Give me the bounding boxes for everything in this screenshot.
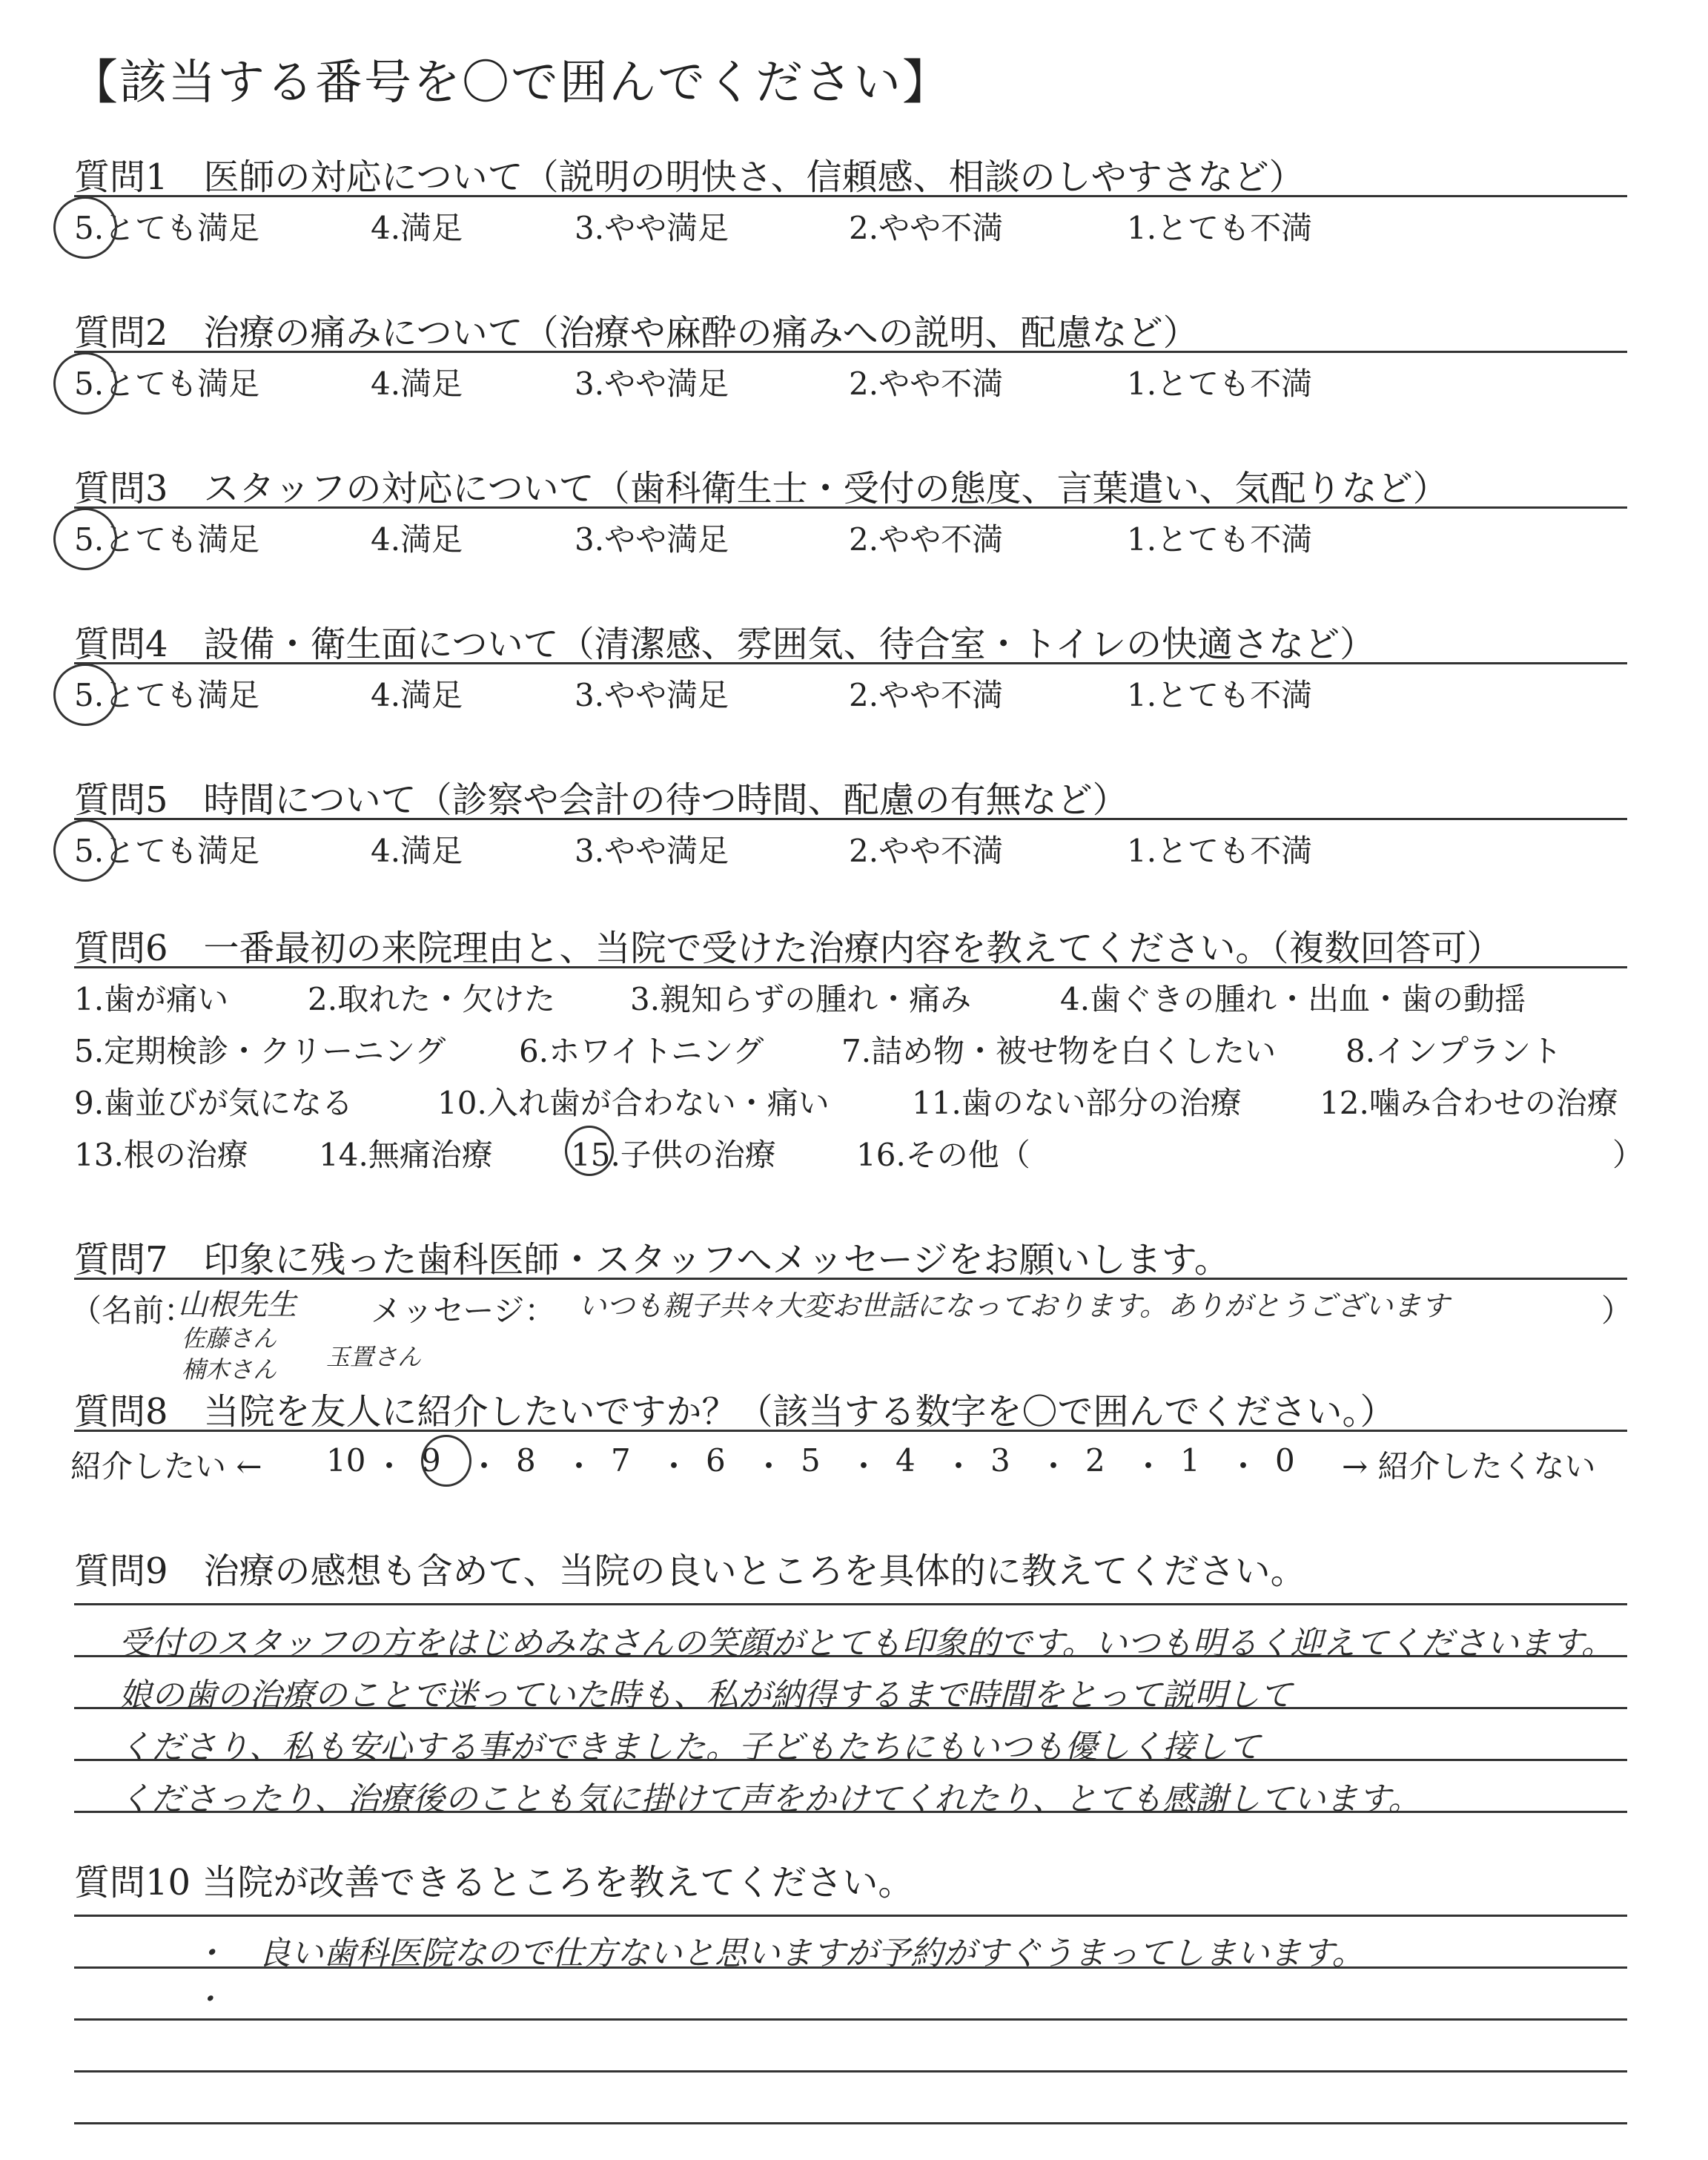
q8-scale-10[interactable]: 10 — [326, 1442, 366, 1479]
q3-rule — [74, 506, 1627, 509]
q5-option-5[interactable]: 5.とても満足 — [74, 833, 260, 869]
q3-selected-circle — [53, 508, 117, 570]
q4-heading: 質問4 設備・衛生面について（清潔感、雰囲気、待合室・トイレの快適さなど） — [74, 624, 1376, 665]
q1-option-1[interactable]: 1.とても不満 — [1127, 210, 1313, 246]
q8-scale-dot: ・ — [848, 1448, 880, 1484]
q2-rule — [74, 351, 1627, 353]
q1-option-3[interactable]: 3.やや満足 — [575, 210, 729, 246]
q7-message: いつも親子共々大変お世話になっております。ありがとうございます — [578, 1289, 1449, 1322]
q8-scale-dot: ・ — [1228, 1448, 1260, 1484]
q8-heading: 質問8 当院を友人に紹介したいですか？（該当する数字を〇で囲んでください。） — [74, 1391, 1396, 1433]
q8-scale-dot: ・ — [374, 1448, 406, 1484]
q8-scale-dot: ・ — [753, 1448, 785, 1484]
q6-option-10[interactable]: 10.入れ歯が合わない・痛い — [437, 1085, 830, 1121]
q7-name-4: 玉置さん — [326, 1343, 422, 1371]
q6-option-9[interactable]: 9.歯並びが気になる — [74, 1085, 354, 1121]
q8-selected-circle — [421, 1435, 471, 1487]
q8-scale-dot: ・ — [469, 1448, 500, 1484]
q6-option-1[interactable]: 1.歯が痛い — [74, 981, 229, 1017]
q8-scale-dot: ・ — [658, 1448, 690, 1484]
q8-right-label: → 紹介したくない — [1342, 1448, 1596, 1484]
page-title: 【該当する番号を〇で囲んでください】 — [70, 56, 951, 110]
q6-option-15[interactable]: 15.子供の治療 — [571, 1137, 776, 1173]
q6-option-14[interactable]: 14.無痛治療 — [319, 1137, 493, 1173]
q7-name-1: 山根先生 — [178, 1288, 297, 1322]
q1-option-4[interactable]: 4.満足 — [371, 210, 463, 246]
q5-rule — [74, 818, 1627, 820]
q3-option-5[interactable]: 5.とても満足 — [74, 521, 260, 558]
q1-rule — [74, 195, 1627, 197]
q7-close-paren: ） — [1601, 1292, 1633, 1329]
q9-answer-line-1: 受付のスタッフの方をはじめみなさんの笑顔がとても印象的です。いつも明るく迎えてくださいます。 — [119, 1625, 1614, 1662]
q8-scale-6[interactable]: 6 — [706, 1442, 726, 1479]
q6-option-4[interactable]: 4.歯ぐきの腫れ・出血・歯の動揺 — [1060, 981, 1526, 1017]
q6-option-8[interactable]: 8.インプラント — [1345, 1033, 1563, 1069]
q8-left-label: 紹介したい ← — [70, 1448, 262, 1484]
q5-selected-circle — [53, 819, 117, 882]
q8-scale-dot: ・ — [1038, 1448, 1070, 1484]
q8-scale-2[interactable]: 2 — [1085, 1442, 1105, 1479]
q8-scale-0[interactable]: 0 — [1275, 1442, 1295, 1479]
q2-option-3[interactable]: 3.やや満足 — [575, 366, 729, 402]
q4-selected-circle — [53, 664, 117, 726]
q6-option-6[interactable]: 6.ホワイトニング — [519, 1033, 764, 1069]
q7-name-2: 佐藤さん — [182, 1324, 277, 1353]
q4-option-4[interactable]: 4.満足 — [371, 677, 463, 713]
q7-name-3: 楠木さん — [182, 1355, 277, 1384]
q5-option-2[interactable]: 2.やや不満 — [849, 833, 1004, 869]
q7-message-label: メッセージ： — [371, 1292, 556, 1329]
q7-heading: 質問7 印象に残った歯科医師・スタッフへメッセージをお願いします。 — [74, 1239, 1230, 1281]
q2-option-4[interactable]: 4.満足 — [371, 366, 463, 402]
q8-scale-dot: ・ — [563, 1448, 595, 1484]
q9-heading: 質問9 治療の感想も含めて、当院の良いところを具体的に教えてください。 — [74, 1550, 1306, 1592]
q4-option-1[interactable]: 1.とても不満 — [1127, 677, 1313, 713]
q4-option-5[interactable]: 5.とても満足 — [74, 677, 260, 713]
q8-scale-1[interactable]: 1 — [1180, 1442, 1200, 1479]
q5-heading: 質問5 時間について（診察や会計の待つ時間、配慮の有無など） — [74, 779, 1128, 821]
q8-scale-3[interactable]: 3 — [990, 1442, 1010, 1479]
q8-scale-4[interactable]: 4 — [896, 1442, 916, 1479]
q2-option-5[interactable]: 5.とても満足 — [74, 366, 260, 402]
q2-selected-circle — [53, 352, 117, 415]
q2-option-1[interactable]: 1.とても不満 — [1127, 366, 1313, 402]
q10-answer-line-2: ・ — [193, 1983, 222, 2017]
q3-heading: 質問3 スタッフの対応について（歯科衛生士・受付の態度、言葉遣い、気配りなど） — [74, 468, 1449, 509]
q5-option-1[interactable]: 1.とても不満 — [1127, 833, 1313, 869]
q10-answer-line-1: ・ 良い歯科医院なので仕方ないと思いますが予約がすぐうまってしまいます。 — [193, 1935, 1365, 1972]
q8-scale-dot: ・ — [943, 1448, 975, 1484]
q6-option-3[interactable]: 3.親知らずの腫れ・痛み — [630, 981, 972, 1017]
q6-option-12[interactable]: 12.噛み合わせの治療 — [1320, 1085, 1618, 1121]
q2-option-2[interactable]: 2.やや不満 — [849, 366, 1004, 402]
q6-option-11[interactable]: 11.歯のない部分の治療 — [912, 1085, 1242, 1121]
q1-option-2[interactable]: 2.やや不満 — [849, 210, 1004, 246]
q6-heading: 質問6 一番最初の来院理由と、当院で受けた治療内容を教えてください。（複数回答可） — [74, 928, 1503, 969]
q3-option-2[interactable]: 2.やや不満 — [849, 521, 1004, 558]
q3-option-3[interactable]: 3.やや満足 — [575, 521, 729, 558]
q1-option-5[interactable]: 5.とても満足 — [74, 210, 260, 246]
q3-option-4[interactable]: 4.満足 — [371, 521, 463, 558]
q7-name-label: （名前： — [70, 1292, 196, 1329]
q9-answer-line-4: くださったり、治療後のことも気に掛けて声をかけてくれたり、とても感謝しています。 — [119, 1780, 1421, 1818]
q8-scale-5[interactable]: 5 — [801, 1442, 821, 1479]
q6-selected-circle — [565, 1126, 614, 1176]
q4-option-3[interactable]: 3.やや満足 — [575, 677, 729, 713]
q1-selected-circle — [53, 196, 117, 259]
q8-scale-9[interactable]: 9 — [421, 1442, 441, 1479]
q2-heading: 質問2 治療の痛みについて（治療や麻酔の痛みへの説明、配慮など） — [74, 312, 1199, 354]
q6-option-7[interactable]: 7.詰め物・被せ物を白くしたい — [841, 1033, 1277, 1069]
q6-option-2[interactable]: 2.取れた・欠けた — [308, 981, 556, 1017]
q10-heading: 質問10 当院が改善できるところを教えてください。 — [74, 1862, 914, 1903]
q8-scale-8[interactable]: 8 — [516, 1442, 536, 1479]
q8-scale-dot: ・ — [1133, 1448, 1165, 1484]
q9-answer-line-2: 娘の歯の治療のことで迷っていた時も、私が納得するまで時間をとって説明して — [119, 1677, 1293, 1714]
q9-answer-line-3: くださり、私も安心する事ができました。子どもたちにもいつも優しく接して — [119, 1728, 1260, 1766]
q6-option-13[interactable]: 13.根の治療 — [74, 1137, 248, 1173]
q4-rule — [74, 662, 1627, 664]
q3-option-1[interactable]: 1.とても不満 — [1127, 521, 1313, 558]
q5-option-3[interactable]: 3.やや満足 — [575, 833, 729, 869]
q4-option-2[interactable]: 2.やや不満 — [849, 677, 1004, 713]
q6-option-5[interactable]: 5.定期検診・クリーニング — [74, 1033, 446, 1069]
q1-heading: 質問1 医師の対応について（説明の明快さ、信頼感、相談のしやすさなど） — [74, 156, 1305, 198]
q8-scale-7[interactable]: 7 — [611, 1442, 631, 1479]
q5-option-4[interactable]: 4.満足 — [371, 833, 463, 869]
q6-option-16[interactable]: 16.その他（ — [856, 1137, 1030, 1173]
q6-close-paren: ） — [1612, 1137, 1644, 1173]
